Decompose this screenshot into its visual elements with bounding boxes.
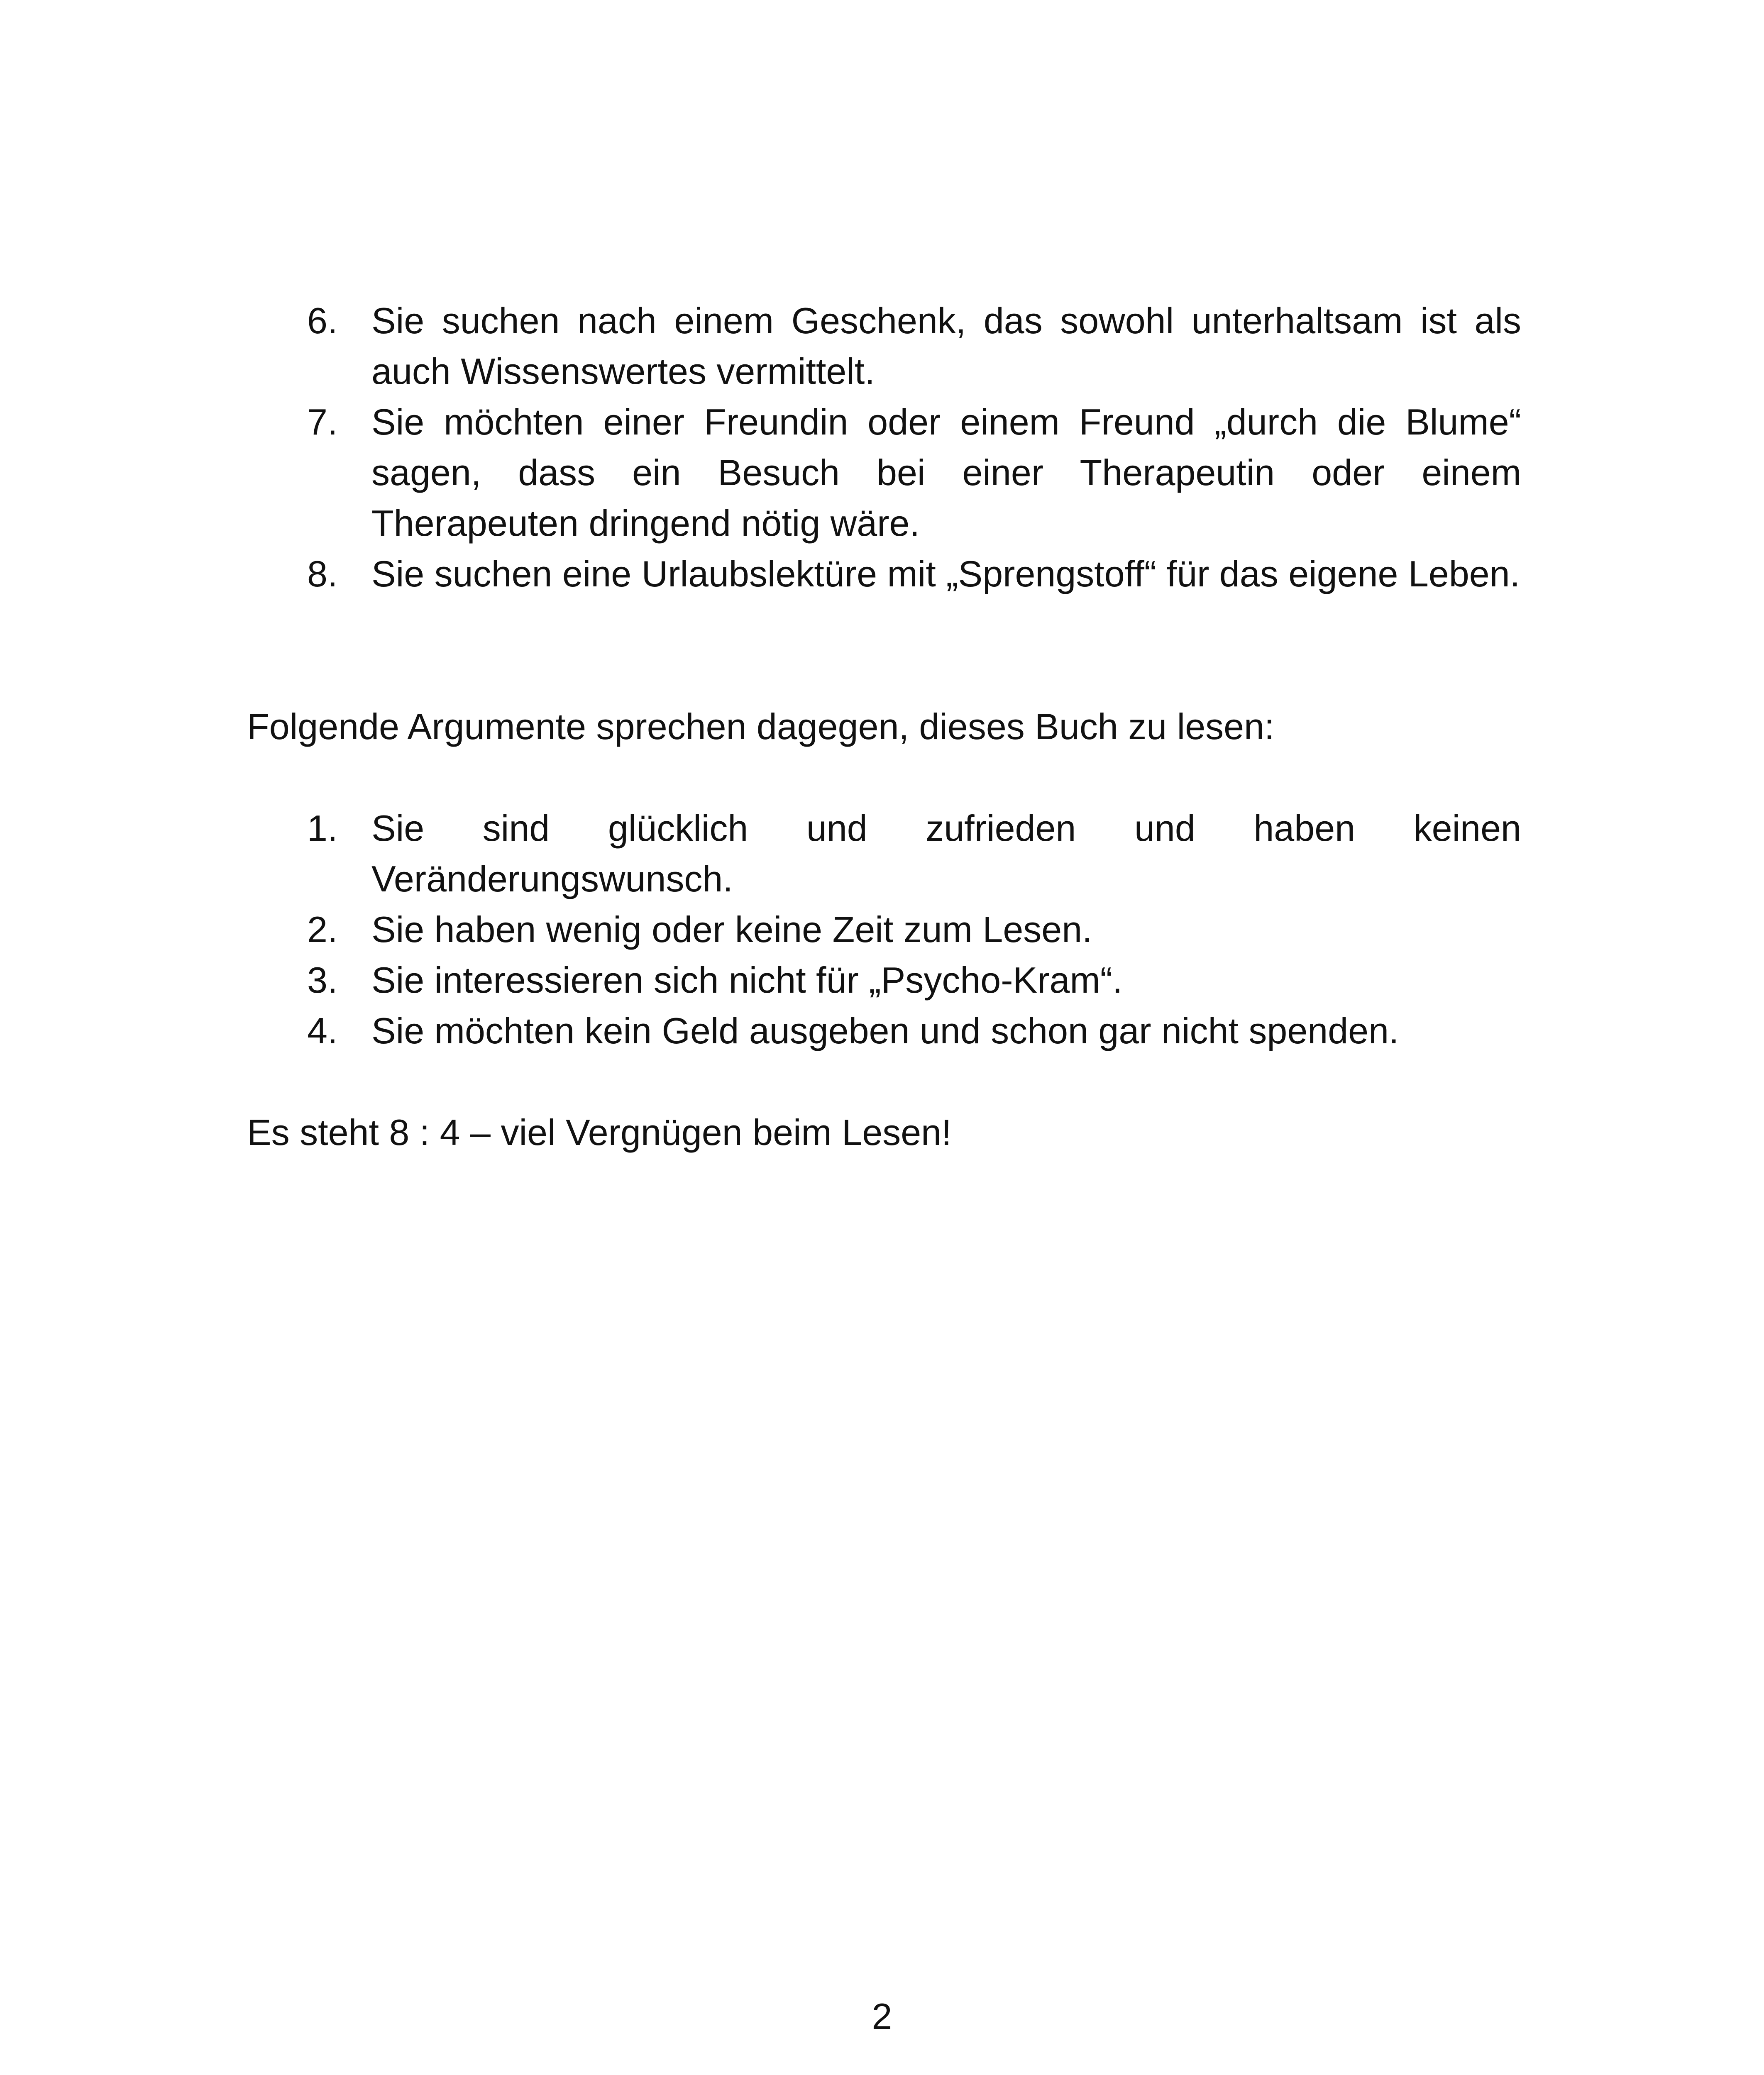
list-item-text: Sie möchten kein Geld ausgeben und schon gar nicht spenden.: [371, 1010, 1399, 1051]
list-item-text: Sie suchen nach einem Geschenk, das sowohl unterhaltsam ist als auch Wissenswertes vermittelt.: [371, 300, 1521, 392]
contra-arguments-list: [247, 803, 1521, 1056]
closing-paragraph: Es steht 8 : 4 – viel Vergnügen beim Lesen!: [247, 1112, 952, 1153]
page-number: 2: [872, 1996, 892, 2037]
list-item-text: Sie suchen eine Urlaubslektüre mit „Sprengstoff“ für das eigene Leben.: [371, 553, 1520, 594]
list-item: [247, 397, 1521, 549]
list-item-text: Sie sind glücklich und zufrieden und haben keinen Veränderungswunsch.: [371, 808, 1521, 899]
list-item-number: 3.: [307, 959, 338, 1001]
list-item-number: 1.: [307, 808, 338, 849]
list-item: [247, 803, 1521, 904]
list-item-number: 8.: [307, 553, 338, 594]
pro-arguments-list: [247, 295, 1521, 599]
list-item-number: 4.: [307, 1010, 338, 1051]
list-item-text: Sie möchten einer Freundin oder einem Freund „durch die Blume“ sagen, dass ein Besuch bei einer Therapeutin oder einem Therapeuten dringend nötig wäre.: [371, 401, 1521, 544]
list-item: [247, 955, 1521, 1006]
list-item-text: Sie haben wenig oder keine Zeit zum Lesen.: [371, 909, 1092, 950]
list-item: [247, 549, 1521, 599]
list-item: [247, 904, 1521, 955]
list-item-text: Sie interessieren sich nicht für „Psycho-Kram“.: [371, 959, 1123, 1001]
list-item-number: 7.: [307, 401, 338, 442]
contra-intro-paragraph: Folgende Argumente sprechen dagegen, dieses Buch zu lesen:: [247, 706, 1275, 747]
list-item: [247, 295, 1521, 397]
list-item-number: 6.: [307, 300, 338, 341]
list-item: [247, 1006, 1521, 1056]
list-item-number: 2.: [307, 909, 338, 950]
